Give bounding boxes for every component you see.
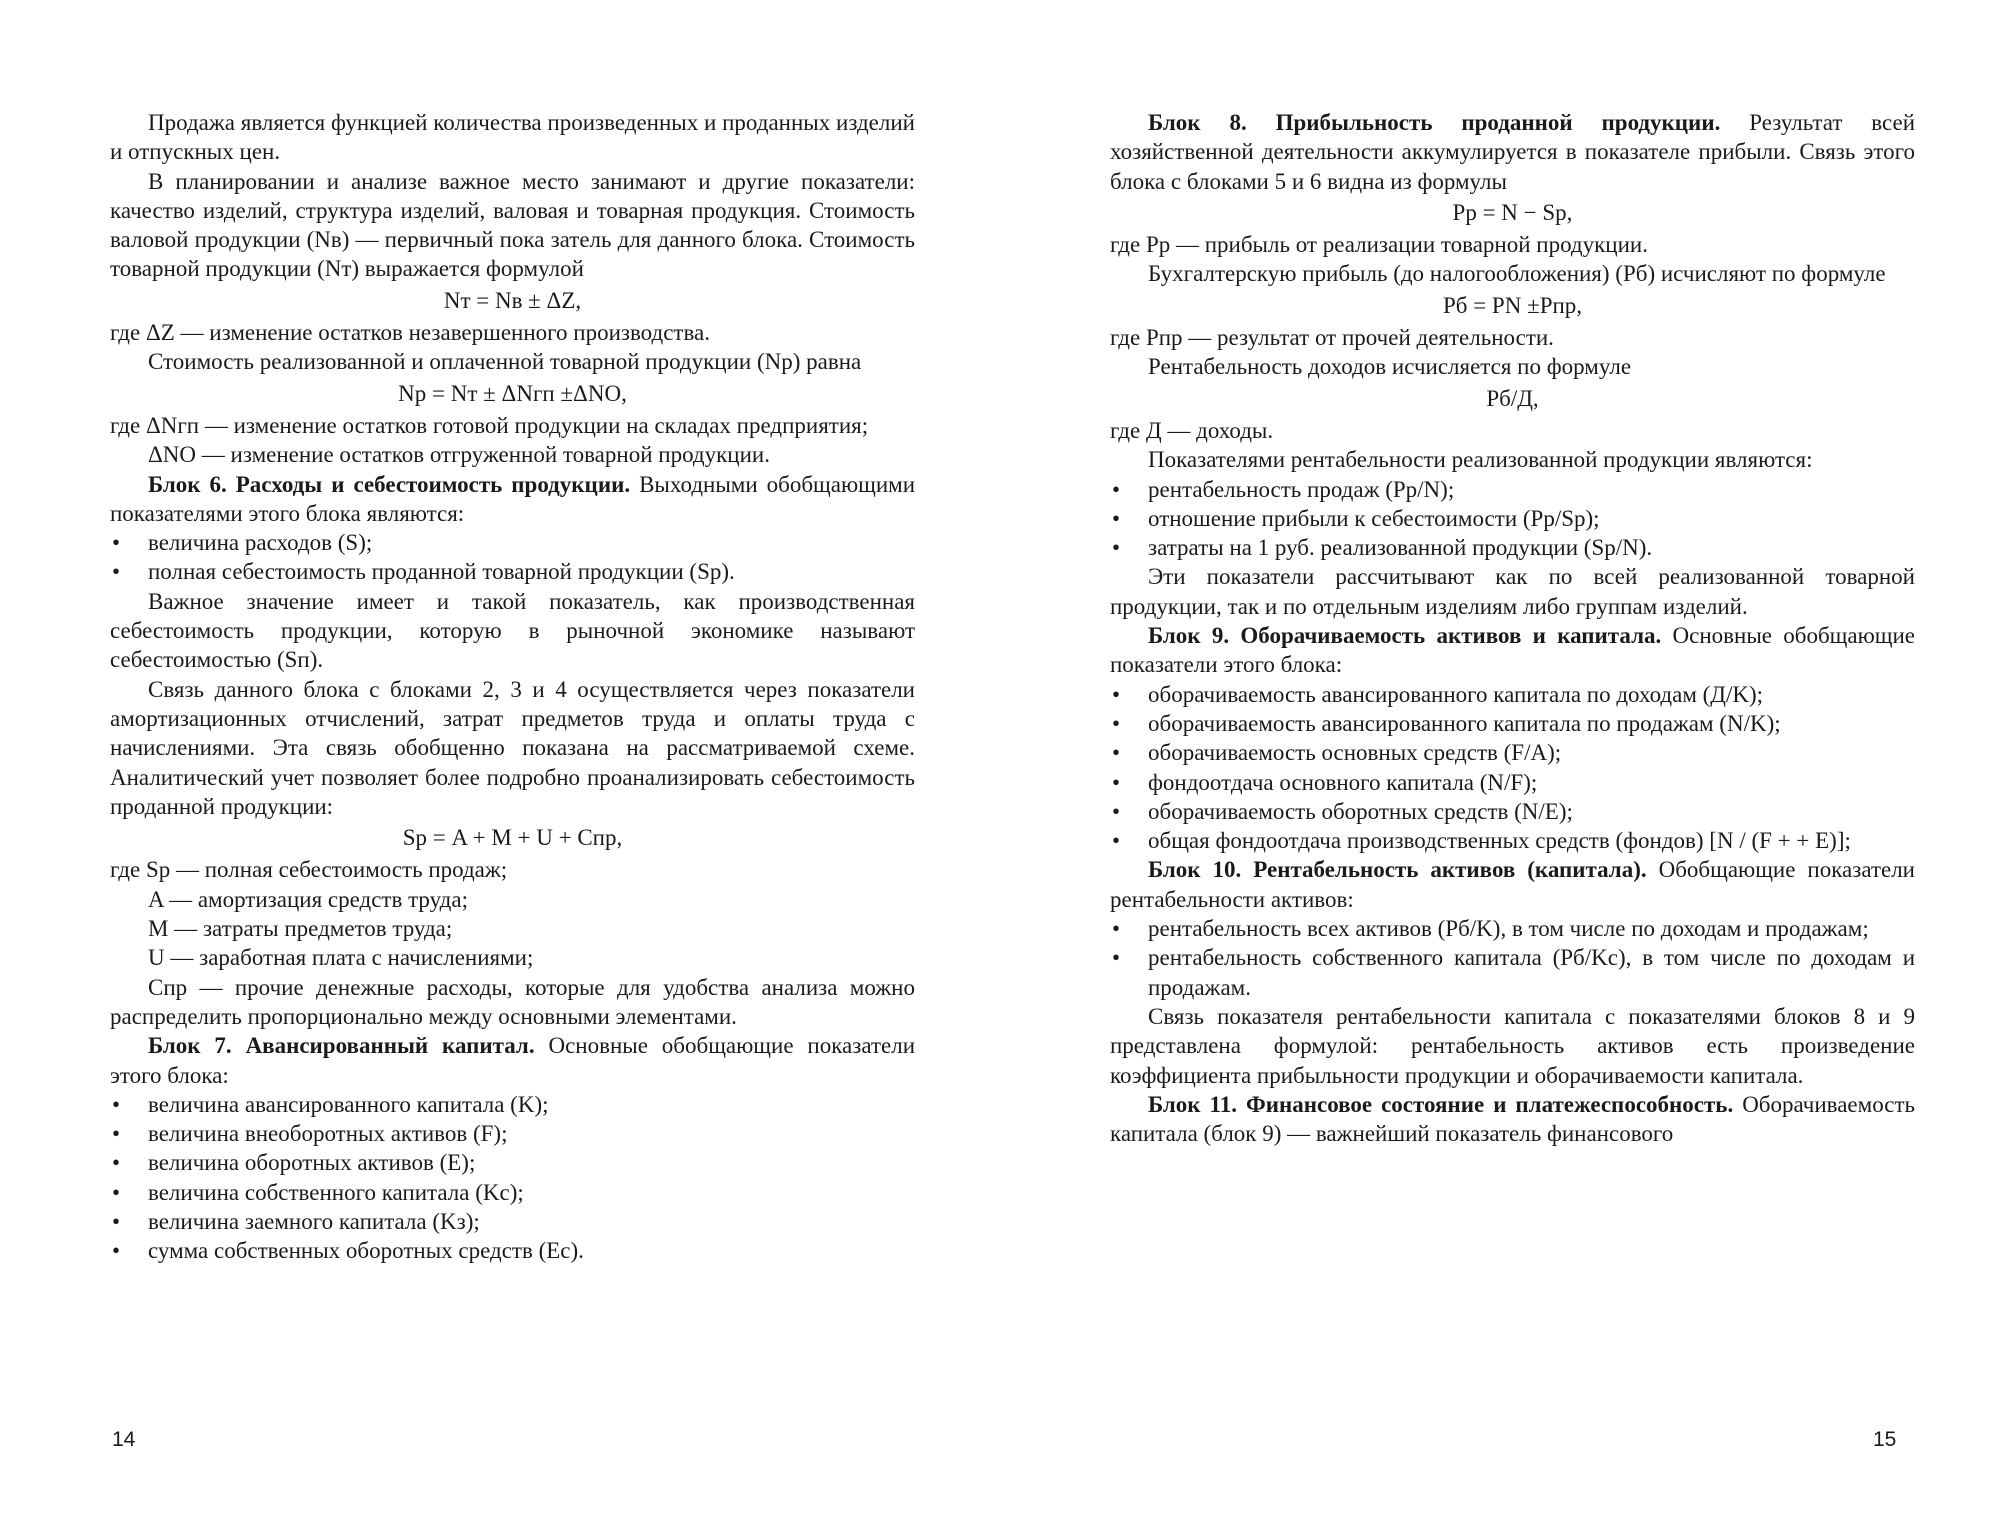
formula: Nр = Nт ± ΔNгп ±ΔNО, bbox=[398, 380, 627, 406]
list-item: • фондоотдача основного капитала (N/F); bbox=[1110, 768, 1915, 797]
list-item: • величина расходов (S); bbox=[110, 528, 915, 557]
paragraph: Эти показатели рассчитывают как по всей реализованной товарной продукции, так и по отдельным изделиям либо группам изделий. bbox=[1110, 564, 1915, 619]
paragraph bbox=[1110, 621, 1915, 680]
section-heading: Блок 7. Авансированный капитал. bbox=[148, 1033, 535, 1059]
formula: Sр = A + M + U + Cпр, bbox=[402, 825, 623, 851]
list-item: • общая фондоотдача производственных средств (фондов) [N / (F + + E)]; bbox=[1110, 826, 1915, 855]
paragraph: ΔNО — изменение остатков отгруженной товарной продукции. bbox=[148, 442, 770, 468]
paragraph: Связь показателя рентабельности капитала с показателями блоков 8 и 9 представлена формулой: рентабельность активов есть произведение коэффициента прибыльности продукции и оборачиваемости капитала. bbox=[1110, 1003, 1915, 1088]
paragraph bbox=[110, 470, 915, 529]
list-item: • оборачиваемость авансированного капитала по доходам (Д/K); bbox=[1110, 680, 1915, 709]
list-item: • полная себестоимость проданной товарной продукции (Sр). bbox=[110, 557, 915, 586]
paragraph bbox=[1110, 108, 1915, 196]
paragraph: где Sр — полная себестоимость продаж; bbox=[110, 857, 508, 883]
page-number: 15 bbox=[1873, 1428, 1897, 1451]
formula: Pр = N − Sр, bbox=[1452, 199, 1573, 225]
paragraph-text: Результат всей хозяйственной деятельности аккумулируется в показателе прибыли. Связь этого блока с блоками 5 и 6 видна из формулы bbox=[1110, 110, 1916, 194]
paragraph bbox=[1110, 1090, 1915, 1149]
section-heading: Блок 9. Оборачиваемость активов и капитала. bbox=[1148, 623, 1662, 649]
paragraph: где ΔZ — изменение остатков незавершенного производства. bbox=[110, 320, 710, 346]
formula: Pб = PN ±Pпр, bbox=[1442, 292, 1583, 318]
paragraph: U — заработная плата с начислениями; bbox=[148, 945, 534, 971]
list-item: • оборачиваемость авансированного капитала по продажам (N/K); bbox=[1110, 709, 1915, 738]
paragraph: Продажа является функцией количества произведенных и проданных изделий и отпускных цен. bbox=[110, 110, 915, 165]
list-item: • величина внеоборотных активов (F); bbox=[110, 1119, 915, 1148]
paragraph: где ΔNгп — изменение остатков готовой продукции на складах предприятия; bbox=[110, 412, 869, 438]
section-heading: Блок 11. Финансовое состояние и платежеспособность. bbox=[1148, 1091, 1734, 1117]
paragraph: Важное значение имеет и такой показатель, как производственная себестоимость продукции, которую в рыночной экономике называют себестоимостью (Sп). bbox=[110, 588, 915, 673]
list-item: • величина собственного капитала (Kс); bbox=[110, 1178, 915, 1207]
formula: Pб/Д, bbox=[1486, 385, 1539, 411]
paragraph: Показателями рентабельности реализованной продукции являются: bbox=[1148, 447, 1813, 473]
list-item: • величина авансированного капитала (K); bbox=[110, 1090, 915, 1119]
right-page bbox=[1000, 0, 2000, 1530]
list-item: • оборачиваемость оборотных средств (N/E); bbox=[1110, 797, 1915, 826]
list-item: • отношение прибыли к себестоимости (Pр/Sр); bbox=[1110, 504, 1915, 533]
list-item: • величина оборотных активов (E); bbox=[110, 1148, 915, 1177]
list-item: • рентабельность всех активов (Pб/K), в том числе по доходам и продажам; bbox=[1110, 914, 1915, 943]
right-page-text bbox=[1110, 108, 1915, 1148]
paragraph: где Pпр — результат от прочей деятельности. bbox=[1110, 325, 1554, 351]
paragraph-text: Выходными обобщающими показателями этого блока являются: bbox=[110, 471, 916, 526]
list-item: • затраты на 1 руб. реализованной продукции (Sр/N). bbox=[1110, 533, 1915, 562]
paragraph bbox=[1110, 855, 1915, 914]
paragraph: Бухгалтерскую прибыль (до налогообложения) (Pб) исчисляют по формуле bbox=[1148, 261, 1886, 287]
paragraph: В планировании и анализе важное место занимают и другие показатели: качество изделий, структура изделий, валовая и товарная продукция. Стоимость валовой продукции (Nв) — первичный пока затель для данного блока. Стоимость товарной продукции (Nт) выражается формулой bbox=[110, 168, 915, 282]
list-item: • величина заемного капитала (Kз); bbox=[110, 1207, 915, 1236]
formula: Nт = Nв ± ΔZ, bbox=[443, 287, 582, 313]
list-item: • оборачиваемость основных средств (F/A); bbox=[1110, 738, 1915, 767]
paragraph: Рентабельность доходов исчисляется по формуле bbox=[1148, 354, 1632, 380]
page-number: 14 bbox=[112, 1428, 136, 1451]
paragraph bbox=[110, 1031, 915, 1090]
section-heading: Блок 10. Рентабельность активов (капитала). bbox=[1148, 857, 1647, 883]
paragraph-text: Основные обобщающие показатели этого блока: bbox=[1110, 623, 1915, 678]
list-item: • сумма собственных оборотных средств (Eс). bbox=[110, 1236, 915, 1265]
paragraph: Связь данного блока с блоками 2, 3 и 4 осуществляется через показатели амортизационных отчислений, затрат предметов труда и оплаты труда с начислениями. Эта связь обобщенно показана на рассматриваемой схеме. Аналитический учет позволяет более подробно проанализировать себестоимость проданной продукции: bbox=[110, 676, 915, 819]
paragraph: Cпр — прочие денежные расходы, которые для удобства анализа можно распределить пропорционально между основными элементами. bbox=[110, 974, 915, 1029]
paragraph: где Pр — прибыль от реализации товарной продукции. bbox=[1110, 232, 1648, 258]
paragraph: Стоимость реализованной и оплаченной товарной продукции (Nр) равна bbox=[148, 349, 862, 375]
section-heading: Блок 6. Расходы и себестоимость продукции. bbox=[148, 471, 631, 497]
list-item: • рентабельность продаж (Pр/N); bbox=[1110, 475, 1915, 504]
list-item: • рентабельность собственного капитала (Pб/Kс), в том числе по доходам и продажам. bbox=[1110, 943, 1915, 1002]
paragraph: A — амортизация средств труда; bbox=[148, 886, 468, 912]
paragraph-text: Обобщающие показатели рентабельности активов: bbox=[1110, 857, 1915, 912]
paragraph-text: Оборачиваемость капитала (блок 9) — важнейший показатель финансового bbox=[1110, 1091, 1916, 1147]
paragraph: где Д — доходы. bbox=[1110, 417, 1274, 443]
paragraph: M — затраты предметов труда; bbox=[148, 916, 453, 942]
paragraph-text: Основные обобщающие показатели этого блока: bbox=[110, 1033, 916, 1088]
section-heading: Блок 8. Прибыльность проданной продукции. bbox=[1148, 110, 1721, 135]
left-page-text bbox=[110, 108, 915, 1266]
